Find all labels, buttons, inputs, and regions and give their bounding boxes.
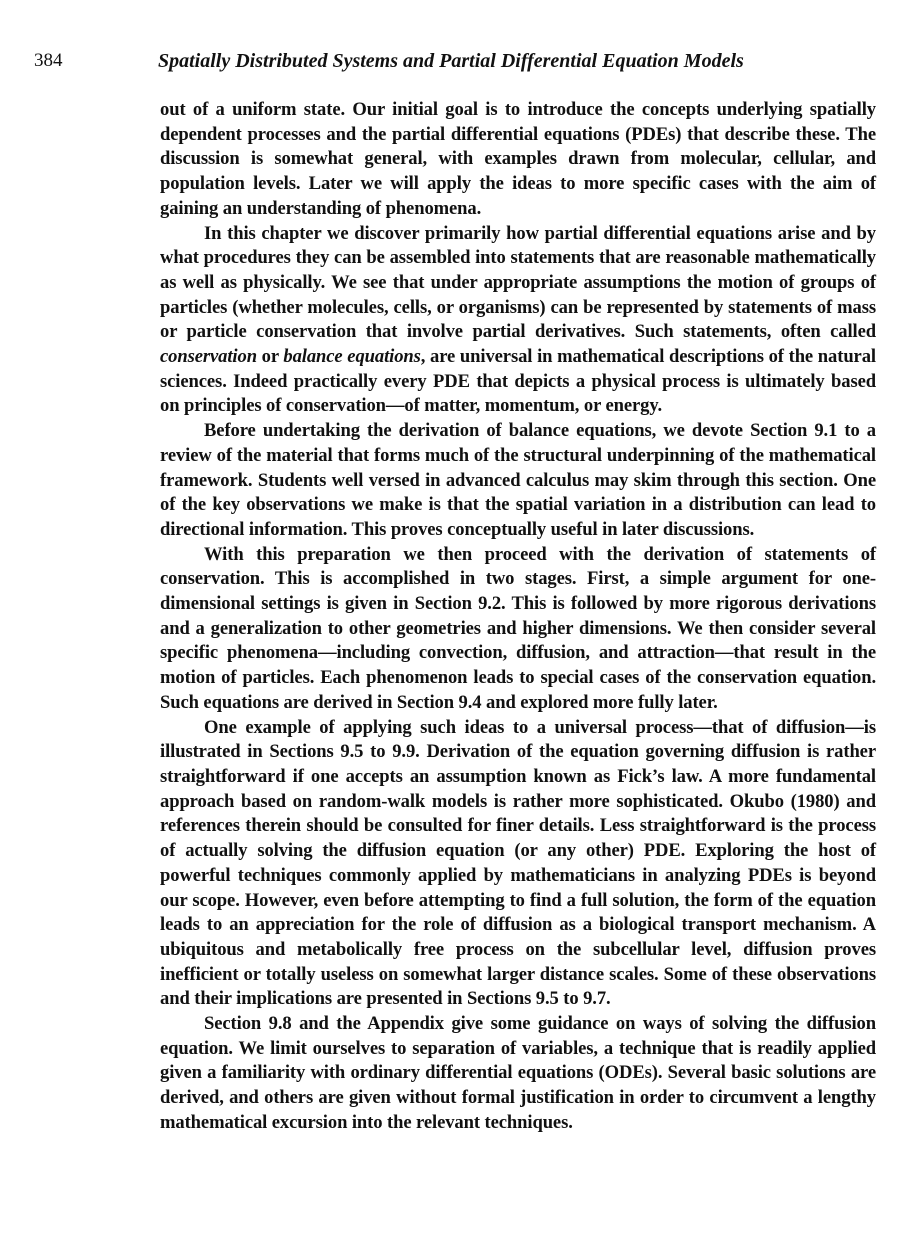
paragraph-2-text-b: or — [256, 346, 284, 368]
paragraph-2 — [160, 222, 876, 420]
paragraph-1: out of a uniform state. Our initial goal is to introduce the concepts underlying spatially dependent processes and the partial differential equations (PDEs) that describe these. The discussion is somewhat general, with examples drawn from molecular, cellular, and population levels. Later we will apply the ideas to more specific cases with the aim of gaining an understanding of phenomena. — [160, 99, 876, 219]
running-title: Spatially Distributed Systems and Partial Differential Equation Models — [158, 50, 744, 72]
term-conservation: conservation — [160, 346, 257, 368]
paragraph-6: Section 9.8 and the Appendix give some guidance on ways of solving the diffusion equation. We limit ourselves to separation of variables, a technique that is readily applied given a familiarity with ordinary differential equations (ODEs). Several basic solutions are derived, and others are given without formal justification in order to circumvent a lengthy mathematical excursion into the relevant techniques. — [160, 1013, 876, 1133]
paragraph-2-text-c: , are universal in mathematical descriptions of the natural sciences. Indeed practically every PDE that depicts a physical process is ultimately based on principles of conservation—of matter, momentum, or energy. — [160, 346, 876, 417]
paragraph-4: With this preparation we then proceed with the derivation of statements of conservation. This is accomplished in two stages. First, a simple argument for one-dimensional settings is given in Section 9.2. This is followed by more rigorous derivations and a generalization to other geometries and higher dimensions. We then consider several specific phenomena—including convection, diffusion, and attraction—that result in the motion of particles. Each phenomenon leads to special cases of the conservation equation. Such equations are derived in Section 9.4 and explored more fully later. — [160, 543, 876, 713]
body-text — [160, 98, 876, 1136]
paragraph-5: One example of applying such ideas to a universal process—that of diffusion—is illustrated in Sections 9.5 to 9.9. Derivation of the equation governing diffusion is rather straightforward if one accepts an assumption known as Fick’s law. A more fundamental approach based on random-walk models is rather more sophisticated. Okubo (1980) and references therein should be consulted for finer details. Less straightforward is the process of actually solving the diffusion equation (or any other) PDE. Exploring the host of powerful techniques commonly applied by mathematicians in analyzing PDEs is beyond our scope. However, even before attempting to find a full solution, the form of the equation leads to an appreciation for the role of diffusion as a biological transport mechanism. A ubiquitous and metabolically free process on the subcellular level, diffusion proves inefficient or totally useless on somewhat larger distance scales. Some of these observations and their implications are presented in Sections 9.5 to 9.7. — [160, 716, 876, 1010]
paragraph-2-text-a: In this chapter we discover primarily how partial differential equations arise and by what procedures they can be assembled into statements that are reasonable mathematically as well as physically. We see that under appropriate assumptions the motion of groups of particles (whether molecules, cells, or organisms) can be represented by statements of mass or particle conservation that involve partial derivatives. Such statements, often called — [160, 222, 876, 343]
running-head — [34, 50, 874, 78]
paragraph-3: Before undertaking the derivation of balance equations, we devote Section 9.1 to a review of the material that forms much of the structural underpinning of the mathematical framework. Students well versed in advanced calculus may skim through this section. One of the key observations we make is that the spatial variation in a distribution can lead to directional information. This proves conceptually useful in later discussions. — [160, 420, 876, 540]
page-number: 384 — [34, 50, 63, 71]
term-balance-equations: balance equations — [283, 346, 421, 368]
